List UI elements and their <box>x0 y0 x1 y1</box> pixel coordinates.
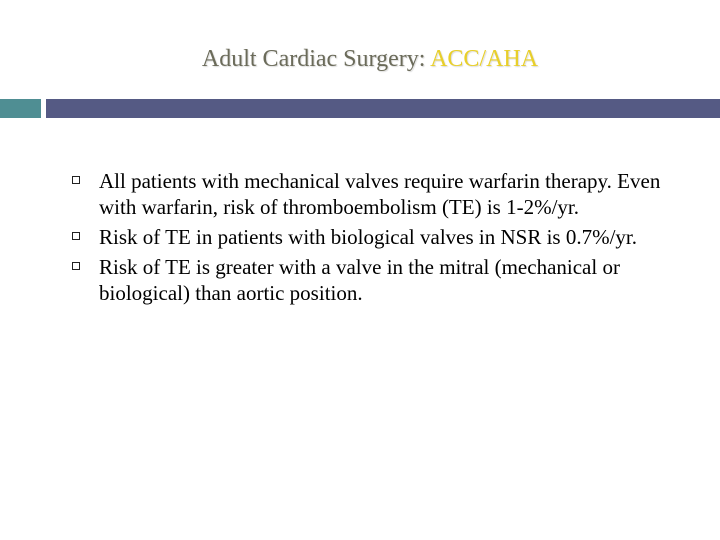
hollow-square-icon <box>72 262 80 270</box>
hollow-square-icon <box>72 176 80 184</box>
divider-bar-right <box>46 99 720 118</box>
bullet-item <box>72 224 692 250</box>
bullet-text: Risk of TE is greater with a valve in the mitral (mechanical or biological) than aortic position. <box>99 255 620 305</box>
bullet-item <box>72 254 692 306</box>
bullet-item <box>72 168 692 220</box>
bullet-text: Risk of TE in patients with biological valves in NSR is 0.7%/yr. <box>99 225 638 249</box>
slide-title-accent: ACC/AHA <box>430 46 539 72</box>
divider-bar-left <box>0 99 41 118</box>
slide-title-main: Adult Cardiac Surgery: <box>201 46 431 72</box>
bullet-list <box>72 168 692 310</box>
bullet-text: All patients with mechanical valves require warfarin therapy. Even with warfarin, risk of thromboembolism (TE) is 1-2%/yr. <box>99 169 661 219</box>
hollow-square-icon <box>72 232 80 240</box>
slide-title <box>0 42 720 76</box>
